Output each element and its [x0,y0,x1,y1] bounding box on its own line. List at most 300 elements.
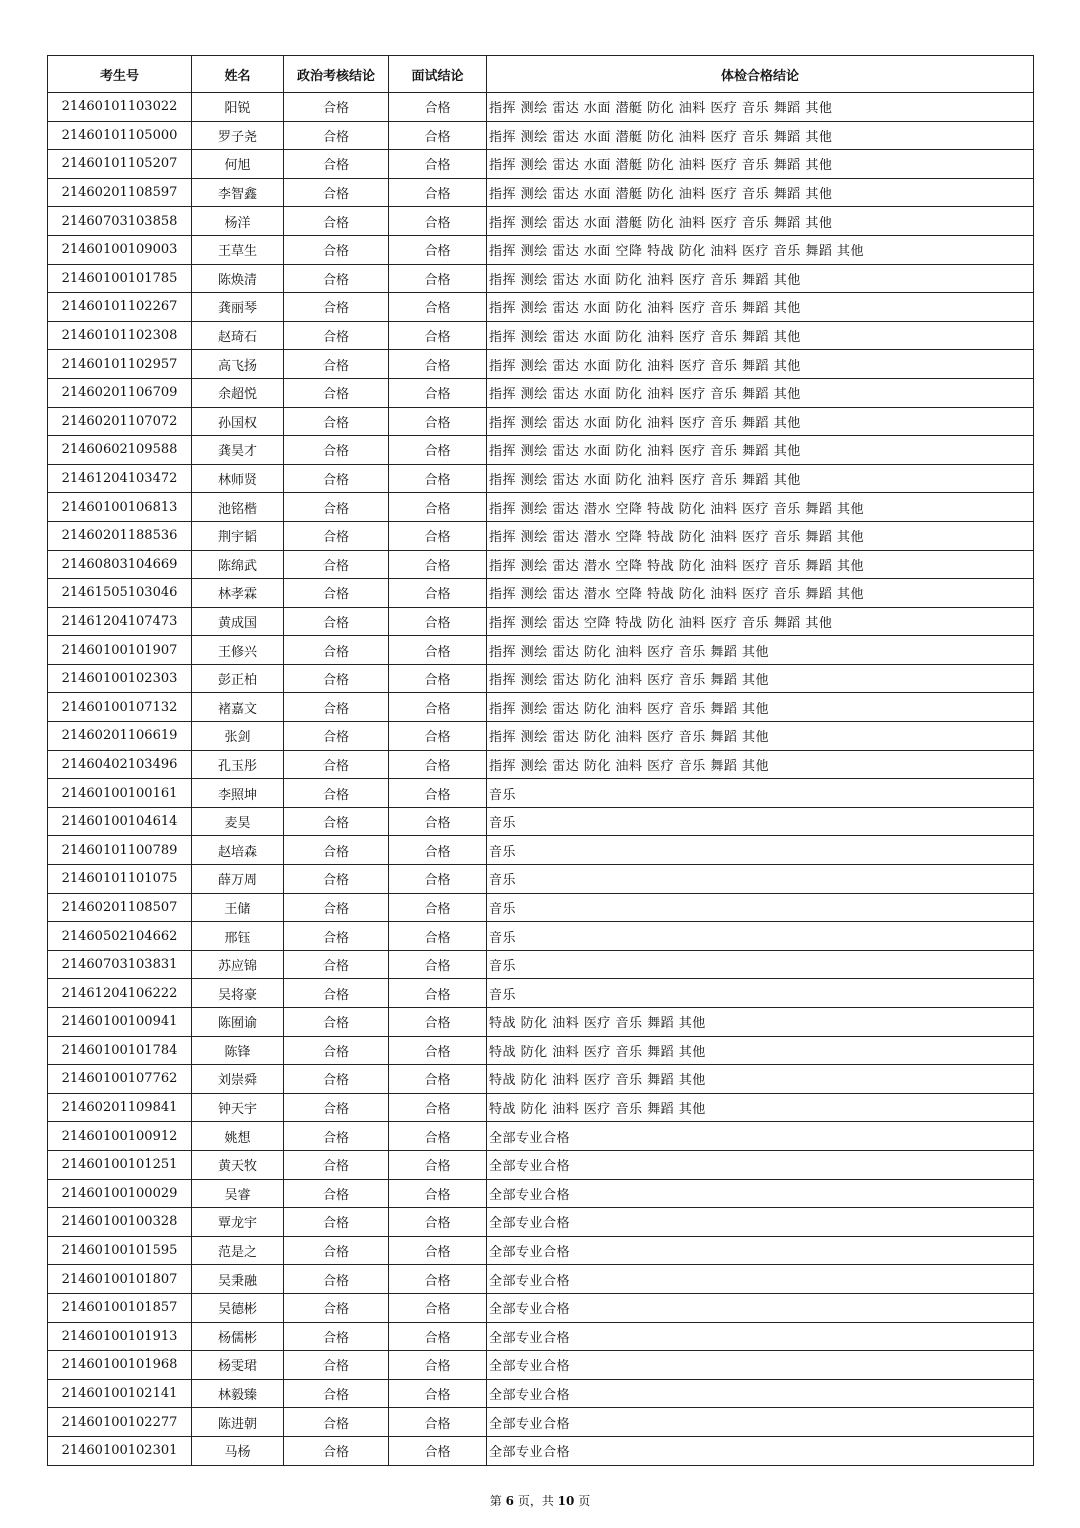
cell-exam-number: 21460100107132 [48,693,192,722]
cell-name: 黄成国 [192,607,284,636]
cell-exam-number: 21460100101251 [48,1150,192,1179]
table-row [48,607,1034,636]
cell-political-review: 合格 [284,1265,389,1294]
table-row [48,464,1034,493]
cell-interview: 合格 [389,950,487,979]
cell-name: 杨洋 [192,207,284,236]
cell-political-review: 合格 [284,150,389,179]
cell-name: 李照坤 [192,779,284,808]
cell-political-review: 合格 [284,464,389,493]
cell-exam-number: 21460703103858 [48,207,192,236]
cell-interview: 合格 [389,865,487,894]
footer-suffix: 页 [578,1494,591,1508]
cell-physical-exam: 音乐 [487,979,1034,1008]
cell-political-review: 合格 [284,922,389,951]
cell-interview: 合格 [389,350,487,379]
cell-name: 王储 [192,893,284,922]
table-row [48,178,1034,207]
cell-political-review: 合格 [284,779,389,808]
cell-exam-number: 21460100102303 [48,664,192,693]
cell-physical-exam: 特战 防化 油料 医疗 音乐 舞蹈 其他 [487,1093,1034,1122]
cell-political-review: 合格 [284,207,389,236]
header-interview: 面试结论 [389,56,487,93]
cell-physical-exam: 音乐 [487,893,1034,922]
cell-name: 薛万周 [192,865,284,894]
footer-total-pages: 10 [557,1494,575,1508]
footer-page-number: 6 [505,1494,514,1508]
cell-name: 苏应锦 [192,950,284,979]
cell-name: 王草生 [192,235,284,264]
cell-political-review: 合格 [284,693,389,722]
cell-exam-number: 21461505103046 [48,579,192,608]
table-row [48,321,1034,350]
cell-physical-exam: 指挥 测绘 雷达 水面 防化 油料 医疗 音乐 舞蹈 其他 [487,407,1034,436]
cell-exam-number: 21460100100912 [48,1122,192,1151]
table-row [48,1293,1034,1322]
table-row [48,407,1034,436]
cell-name: 覃龙宇 [192,1208,284,1237]
table-row [48,1236,1034,1265]
cell-name: 池铭楷 [192,493,284,522]
cell-interview: 合格 [389,378,487,407]
cell-exam-number: 21460100100161 [48,779,192,808]
cell-name: 林孝霖 [192,579,284,608]
table-row [48,1265,1034,1294]
cell-political-review: 合格 [284,436,389,465]
cell-political-review: 合格 [284,664,389,693]
cell-interview: 合格 [389,493,487,522]
table-row [48,493,1034,522]
cell-name: 孙国权 [192,407,284,436]
cell-name: 吴将豪 [192,979,284,1008]
cell-political-review: 合格 [284,607,389,636]
table-row [48,93,1034,122]
cell-interview: 合格 [389,979,487,1008]
table-row [48,1322,1034,1351]
cell-exam-number: 21460100100941 [48,1008,192,1037]
cell-physical-exam: 特战 防化 油料 医疗 音乐 舞蹈 其他 [487,1008,1034,1037]
table-row [48,693,1034,722]
cell-name: 何旭 [192,150,284,179]
cell-political-review: 合格 [284,121,389,150]
table-row [48,293,1034,322]
table-row [48,264,1034,293]
cell-interview: 合格 [389,1208,487,1237]
cell-interview: 合格 [389,264,487,293]
cell-name: 彭正柏 [192,664,284,693]
cell-interview: 合格 [389,693,487,722]
cell-interview: 合格 [389,1093,487,1122]
cell-exam-number: 21461204103472 [48,464,192,493]
cell-physical-exam: 特战 防化 油料 医疗 音乐 舞蹈 其他 [487,1065,1034,1094]
cell-interview: 合格 [389,922,487,951]
table-row [48,436,1034,465]
table-row [48,207,1034,236]
cell-name: 杨儒彬 [192,1322,284,1351]
cell-name: 姚想 [192,1122,284,1151]
cell-political-review: 合格 [284,521,389,550]
cell-physical-exam: 指挥 测绘 雷达 水面 防化 油料 医疗 音乐 舞蹈 其他 [487,378,1034,407]
cell-exam-number: 21460201106619 [48,722,192,751]
cell-exam-number: 21460101102267 [48,293,192,322]
table-row [48,1179,1034,1208]
cell-political-review: 合格 [284,321,389,350]
table-row [48,922,1034,951]
cell-exam-number: 21460602109588 [48,436,192,465]
table-row [48,750,1034,779]
cell-exam-number: 21460100109003 [48,235,192,264]
cell-name: 陈绵武 [192,550,284,579]
cell-interview: 合格 [389,893,487,922]
table-row [48,150,1034,179]
cell-exam-number: 21460100101857 [48,1293,192,1322]
cell-physical-exam: 指挥 测绘 雷达 水面 潜艇 防化 油料 医疗 音乐 舞蹈 其他 [487,150,1034,179]
cell-name: 林毅臻 [192,1379,284,1408]
cell-name: 孔玉彤 [192,750,284,779]
cell-physical-exam: 指挥 测绘 雷达 空降 特战 防化 油料 医疗 音乐 舞蹈 其他 [487,607,1034,636]
cell-exam-number: 21460100102277 [48,1408,192,1437]
cell-name: 黄天牧 [192,1150,284,1179]
header-exam-number: 考生号 [48,56,192,93]
cell-physical-exam: 特战 防化 油料 医疗 音乐 舞蹈 其他 [487,1036,1034,1065]
header-row [48,56,1034,93]
cell-physical-exam: 指挥 测绘 雷达 水面 防化 油料 医疗 音乐 舞蹈 其他 [487,436,1034,465]
cell-interview: 合格 [389,1065,487,1094]
cell-political-review: 合格 [284,178,389,207]
cell-physical-exam: 指挥 测绘 雷达 防化 油料 医疗 音乐 舞蹈 其他 [487,693,1034,722]
footer-middle: 页，共 [517,1494,554,1508]
cell-exam-number: 21460101102308 [48,321,192,350]
header-physical-exam: 体检合格结论 [487,56,1034,93]
cell-physical-exam: 指挥 测绘 雷达 水面 防化 油料 医疗 音乐 舞蹈 其他 [487,293,1034,322]
results-table [47,55,1034,1466]
table-row [48,664,1034,693]
table-row [48,836,1034,865]
cell-interview: 合格 [389,1236,487,1265]
cell-interview: 合格 [389,93,487,122]
cell-interview: 合格 [389,521,487,550]
cell-political-review: 合格 [284,1008,389,1037]
cell-exam-number: 21460201188536 [48,521,192,550]
cell-name: 王修兴 [192,636,284,665]
cell-name: 高飞扬 [192,350,284,379]
cell-name: 赵琦石 [192,321,284,350]
table-row [48,1065,1034,1094]
cell-interview: 合格 [389,607,487,636]
cell-exam-number: 21460402103496 [48,750,192,779]
cell-political-review: 合格 [284,865,389,894]
table-header [48,56,1034,93]
cell-political-review: 合格 [284,1408,389,1437]
cell-exam-number: 21460703103831 [48,950,192,979]
table-row [48,579,1034,608]
cell-name: 陈进朝 [192,1408,284,1437]
cell-interview: 合格 [389,1436,487,1465]
cell-name: 赵培森 [192,836,284,865]
cell-physical-exam: 指挥 测绘 雷达 水面 防化 油料 医疗 音乐 舞蹈 其他 [487,321,1034,350]
cell-name: 钟天宇 [192,1093,284,1122]
cell-political-review: 合格 [284,1351,389,1380]
cell-physical-exam: 全部专业合格 [487,1265,1034,1294]
cell-political-review: 合格 [284,350,389,379]
cell-interview: 合格 [389,1322,487,1351]
table-row [48,865,1034,894]
table-row [48,1036,1034,1065]
table-row [48,1351,1034,1380]
table-row [48,1436,1034,1465]
cell-political-review: 合格 [284,750,389,779]
cell-interview: 合格 [389,321,487,350]
cell-exam-number: 21460101102957 [48,350,192,379]
cell-exam-number: 21460201106709 [48,378,192,407]
cell-physical-exam: 指挥 测绘 雷达 潜水 空降 特战 防化 油料 医疗 音乐 舞蹈 其他 [487,579,1034,608]
cell-name: 陈焕清 [192,264,284,293]
cell-interview: 合格 [389,579,487,608]
cell-interview: 合格 [389,207,487,236]
cell-physical-exam: 音乐 [487,807,1034,836]
cell-interview: 合格 [389,178,487,207]
cell-political-review: 合格 [284,579,389,608]
cell-name: 张剑 [192,722,284,751]
cell-exam-number: 21460201108507 [48,893,192,922]
cell-political-review: 合格 [284,493,389,522]
cell-political-review: 合格 [284,1379,389,1408]
cell-exam-number: 21460101105000 [48,121,192,150]
cell-exam-number: 21460100102301 [48,1436,192,1465]
cell-exam-number: 21460100101907 [48,636,192,665]
cell-interview: 合格 [389,293,487,322]
cell-interview: 合格 [389,750,487,779]
cell-political-review: 合格 [284,235,389,264]
table-row [48,979,1034,1008]
cell-physical-exam: 全部专业合格 [487,1179,1034,1208]
cell-political-review: 合格 [284,1122,389,1151]
cell-name: 杨雯珺 [192,1351,284,1380]
cell-physical-exam: 指挥 测绘 雷达 防化 油料 医疗 音乐 舞蹈 其他 [487,722,1034,751]
cell-political-review: 合格 [284,93,389,122]
cell-exam-number: 21460101101075 [48,865,192,894]
cell-exam-number: 21461204107473 [48,607,192,636]
cell-physical-exam: 指挥 测绘 雷达 潜水 空降 特战 防化 油料 医疗 音乐 舞蹈 其他 [487,521,1034,550]
table-row [48,1122,1034,1151]
cell-exam-number: 21460100101784 [48,1036,192,1065]
table-row [48,121,1034,150]
cell-physical-exam: 音乐 [487,836,1034,865]
cell-name: 刘崇舜 [192,1065,284,1094]
cell-interview: 合格 [389,550,487,579]
cell-interview: 合格 [389,1408,487,1437]
cell-exam-number: 21460201109841 [48,1093,192,1122]
cell-exam-number: 21460101103022 [48,93,192,122]
cell-exam-number: 21460201108597 [48,178,192,207]
cell-name: 邢钰 [192,922,284,951]
cell-physical-exam: 全部专业合格 [487,1322,1034,1351]
cell-political-review: 合格 [284,407,389,436]
cell-physical-exam: 指挥 测绘 雷达 水面 潜艇 防化 油料 医疗 音乐 舞蹈 其他 [487,178,1034,207]
cell-physical-exam: 全部专业合格 [487,1436,1034,1465]
cell-political-review: 合格 [284,807,389,836]
cell-name: 荆宇韬 [192,521,284,550]
cell-physical-exam: 全部专业合格 [487,1379,1034,1408]
cell-physical-exam: 指挥 测绘 雷达 潜水 空降 特战 防化 油料 医疗 音乐 舞蹈 其他 [487,550,1034,579]
cell-interview: 合格 [389,1036,487,1065]
cell-political-review: 合格 [284,636,389,665]
cell-interview: 合格 [389,1150,487,1179]
cell-name: 陈囿谕 [192,1008,284,1037]
cell-political-review: 合格 [284,378,389,407]
cell-exam-number: 21460100101785 [48,264,192,293]
cell-exam-number: 21460100104614 [48,807,192,836]
cell-physical-exam: 指挥 测绘 雷达 水面 空降 特战 防化 油料 医疗 音乐 舞蹈 其他 [487,235,1034,264]
cell-physical-exam: 全部专业合格 [487,1351,1034,1380]
cell-physical-exam: 音乐 [487,950,1034,979]
table-row [48,1379,1034,1408]
cell-exam-number: 21460100100328 [48,1208,192,1237]
table-body [48,93,1034,1466]
cell-physical-exam: 音乐 [487,779,1034,808]
cell-name: 范是之 [192,1236,284,1265]
cell-political-review: 合格 [284,893,389,922]
cell-name: 龚丽琴 [192,293,284,322]
cell-physical-exam: 指挥 测绘 雷达 防化 油料 医疗 音乐 舞蹈 其他 [487,636,1034,665]
cell-political-review: 合格 [284,1293,389,1322]
cell-name: 陈锋 [192,1036,284,1065]
cell-political-review: 合格 [284,550,389,579]
table-row [48,893,1034,922]
cell-political-review: 合格 [284,1093,389,1122]
cell-political-review: 合格 [284,264,389,293]
cell-political-review: 合格 [284,1150,389,1179]
cell-name: 林师贤 [192,464,284,493]
cell-political-review: 合格 [284,1036,389,1065]
cell-name: 余超悦 [192,378,284,407]
cell-exam-number: 21460100102141 [48,1379,192,1408]
cell-name: 马杨 [192,1436,284,1465]
table-row [48,350,1034,379]
cell-exam-number: 21460100107762 [48,1065,192,1094]
cell-interview: 合格 [389,1379,487,1408]
cell-interview: 合格 [389,807,487,836]
cell-interview: 合格 [389,235,487,264]
cell-political-review: 合格 [284,1208,389,1237]
cell-exam-number: 21460100101913 [48,1322,192,1351]
cell-political-review: 合格 [284,722,389,751]
table-row [48,1008,1034,1037]
cell-name: 吴睿 [192,1179,284,1208]
cell-political-review: 合格 [284,950,389,979]
cell-physical-exam: 指挥 测绘 雷达 水面 防化 油料 医疗 音乐 舞蹈 其他 [487,350,1034,379]
table-row [48,1093,1034,1122]
cell-interview: 合格 [389,1122,487,1151]
cell-interview: 合格 [389,636,487,665]
table-row [48,521,1034,550]
cell-exam-number: 21460101100789 [48,836,192,865]
cell-exam-number: 21460100100029 [48,1179,192,1208]
cell-political-review: 合格 [284,979,389,1008]
cell-name: 吴秉融 [192,1265,284,1294]
page-footer [0,1492,1080,1509]
cell-exam-number: 21460101105207 [48,150,192,179]
cell-political-review: 合格 [284,1179,389,1208]
cell-physical-exam: 全部专业合格 [487,1236,1034,1265]
table-row [48,550,1034,579]
cell-exam-number: 21460502104662 [48,922,192,951]
table-row [48,1408,1034,1437]
cell-physical-exam: 指挥 测绘 雷达 防化 油料 医疗 音乐 舞蹈 其他 [487,664,1034,693]
cell-physical-exam: 指挥 测绘 雷达 水面 潜艇 防化 油料 医疗 音乐 舞蹈 其他 [487,207,1034,236]
cell-exam-number: 21460803104669 [48,550,192,579]
cell-interview: 合格 [389,464,487,493]
table-row [48,378,1034,407]
cell-exam-number: 21460100101807 [48,1265,192,1294]
table-row [48,950,1034,979]
cell-physical-exam: 指挥 测绘 雷达 水面 防化 油料 医疗 音乐 舞蹈 其他 [487,464,1034,493]
cell-exam-number: 21460100101595 [48,1236,192,1265]
cell-physical-exam: 指挥 测绘 雷达 水面 防化 油料 医疗 音乐 舞蹈 其他 [487,264,1034,293]
cell-physical-exam: 全部专业合格 [487,1150,1034,1179]
header-political-review: 政治考核结论 [284,56,389,93]
cell-political-review: 合格 [284,1322,389,1351]
cell-interview: 合格 [389,1265,487,1294]
cell-exam-number: 21460100101968 [48,1351,192,1380]
cell-interview: 合格 [389,150,487,179]
footer-prefix: 第 [489,1494,502,1508]
cell-name: 吴德彬 [192,1293,284,1322]
cell-interview: 合格 [389,836,487,865]
cell-interview: 合格 [389,1008,487,1037]
cell-interview: 合格 [389,407,487,436]
cell-interview: 合格 [389,1179,487,1208]
cell-physical-exam: 指挥 测绘 雷达 水面 潜艇 防化 油料 医疗 音乐 舞蹈 其他 [487,121,1034,150]
cell-physical-exam: 全部专业合格 [487,1408,1034,1437]
cell-physical-exam: 音乐 [487,922,1034,951]
cell-interview: 合格 [389,779,487,808]
cell-physical-exam: 全部专业合格 [487,1293,1034,1322]
cell-interview: 合格 [389,722,487,751]
cell-interview: 合格 [389,121,487,150]
cell-name: 褚嘉文 [192,693,284,722]
cell-political-review: 合格 [284,1436,389,1465]
cell-physical-exam: 全部专业合格 [487,1122,1034,1151]
table-row [48,235,1034,264]
cell-exam-number: 21460201107072 [48,407,192,436]
cell-physical-exam: 全部专业合格 [487,1208,1034,1237]
cell-name: 麦昊 [192,807,284,836]
cell-political-review: 合格 [284,1065,389,1094]
cell-name: 阳锐 [192,93,284,122]
cell-name: 罗子尧 [192,121,284,150]
cell-interview: 合格 [389,664,487,693]
cell-political-review: 合格 [284,1236,389,1265]
cell-interview: 合格 [389,1351,487,1380]
cell-interview: 合格 [389,1293,487,1322]
cell-physical-exam: 音乐 [487,865,1034,894]
table-row [48,779,1034,808]
header-name: 姓名 [192,56,284,93]
cell-physical-exam: 指挥 测绘 雷达 防化 油料 医疗 音乐 舞蹈 其他 [487,750,1034,779]
cell-name: 龚昊才 [192,436,284,465]
cell-exam-number: 21460100106813 [48,493,192,522]
cell-physical-exam: 指挥 测绘 雷达 潜水 空降 特战 防化 油料 医疗 音乐 舞蹈 其他 [487,493,1034,522]
table-row [48,1208,1034,1237]
cell-exam-number: 21461204106222 [48,979,192,1008]
table-row [48,1150,1034,1179]
cell-political-review: 合格 [284,836,389,865]
table-row [48,722,1034,751]
cell-interview: 合格 [389,436,487,465]
table-row [48,636,1034,665]
cell-political-review: 合格 [284,293,389,322]
